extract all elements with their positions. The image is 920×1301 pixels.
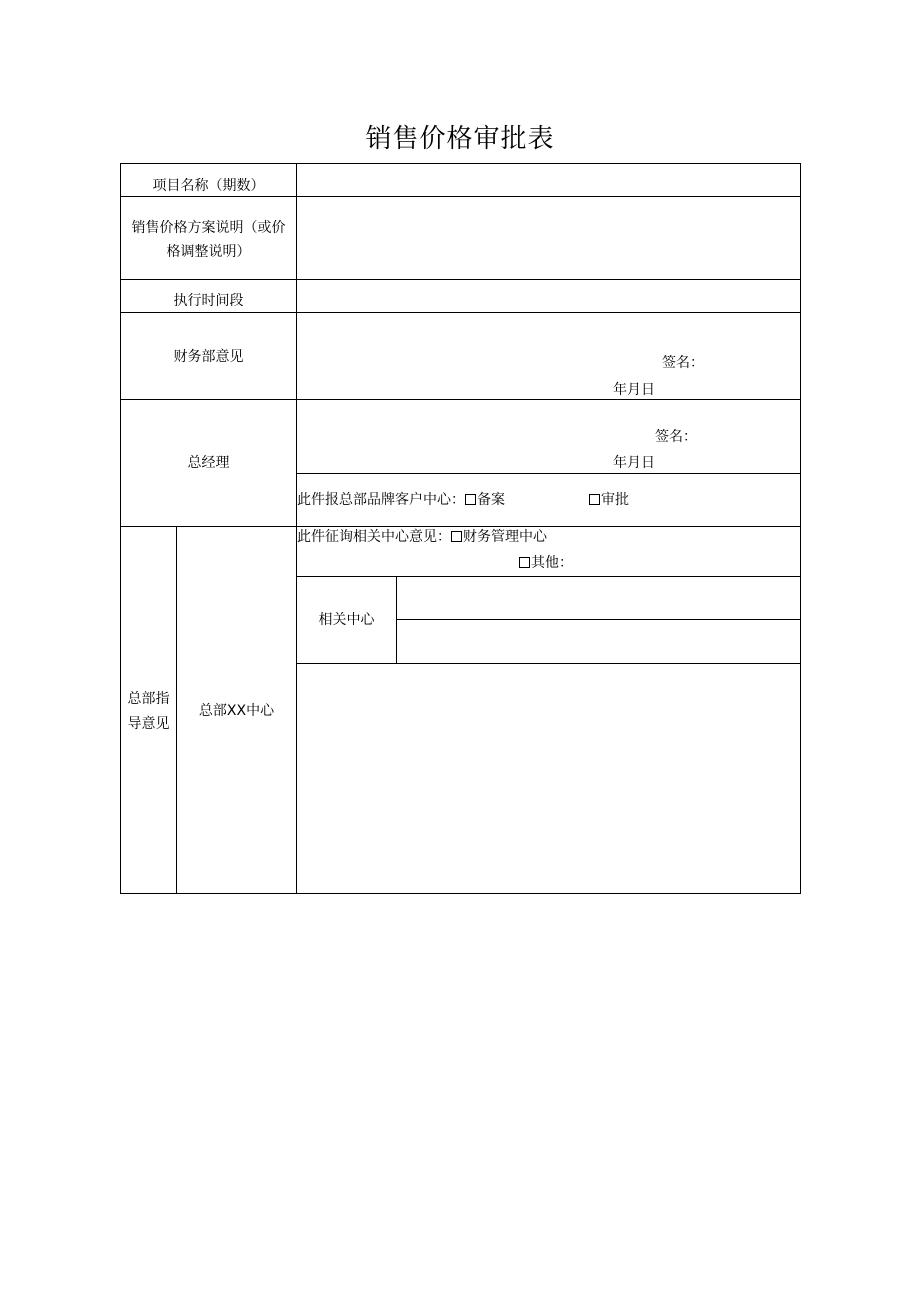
project-name-field[interactable]: [297, 164, 800, 196]
consult-finance-checkbox[interactable]: [451, 531, 462, 542]
report-approve-option: [589, 490, 629, 510]
row-divider: [296, 473, 801, 474]
finance-opinion-field[interactable]: [297, 313, 800, 351]
report-option-approve: 审批: [601, 492, 629, 508]
gm-signature-label: 签名：: [655, 429, 697, 445]
finance-date-label: 年月日: [613, 382, 655, 398]
price-plan-label-line2: 格调整说明）: [166, 244, 251, 260]
report-text: 此件报总部品牌客户中心：: [297, 492, 465, 508]
report-row: [297, 490, 505, 510]
gm-label: 总经理: [187, 455, 230, 471]
hq-label-line1: 总部指: [127, 691, 170, 707]
consult-other-row: [519, 553, 573, 573]
project-name-label: 项目名称（期数）: [152, 178, 265, 194]
related-center-label: 相关中心: [318, 612, 375, 628]
hq-center-opinion-field[interactable]: [297, 664, 800, 893]
period-field[interactable]: [297, 280, 800, 312]
consult-other-checkbox[interactable]: [519, 557, 530, 568]
gm-opinion-field[interactable]: [297, 400, 800, 426]
period-label: 执行时间段: [173, 293, 244, 309]
consult-text: 此件征询相关中心意见：: [297, 529, 451, 545]
hq-center-label: 总部XX中心: [198, 703, 275, 719]
report-approve-checkbox[interactable]: [589, 494, 600, 505]
report-option-file: 备案: [477, 492, 505, 508]
price-plan-label-line1: 销售价格方案说明（或价: [131, 220, 286, 236]
consult-option-finance: 财务管理中心: [463, 529, 547, 545]
price-plan-field[interactable]: [297, 197, 800, 279]
table-border-left: [120, 163, 121, 894]
consult-row: [297, 527, 547, 547]
table-border-right: [800, 163, 801, 894]
hq-label-line2: 导意见: [127, 716, 170, 732]
page-title: 销售价格审批表: [365, 124, 555, 154]
gm-date-label: 年月日: [613, 455, 655, 471]
related-center-field-1[interactable]: [397, 577, 800, 619]
related-center-field-2[interactable]: [397, 620, 800, 663]
table-border-bottom: [120, 893, 801, 894]
report-file-checkbox[interactable]: [465, 494, 476, 505]
consult-option-other: 其他：: [531, 555, 573, 571]
finance-label: 财务部意见: [173, 349, 244, 365]
finance-signature-label: 签名：: [662, 355, 704, 371]
